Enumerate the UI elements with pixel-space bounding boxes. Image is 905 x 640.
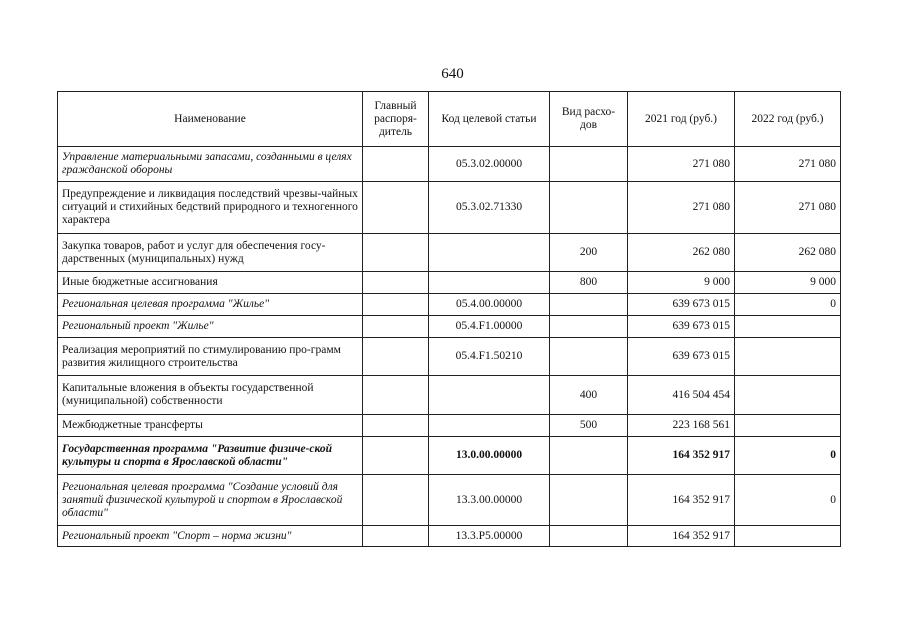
- cell-type: [550, 294, 628, 316]
- header-2021: 2021 год (руб.): [628, 92, 735, 147]
- budget-table: [57, 91, 841, 547]
- cell-2022: [735, 316, 841, 338]
- cell-name: Региональный проект "Жилье": [58, 316, 363, 338]
- cell-type: [550, 316, 628, 338]
- table-row: [58, 415, 841, 437]
- cell-type: [550, 437, 628, 475]
- cell-2021: 9 000: [628, 272, 735, 294]
- cell-code: 13.3.00.00000: [429, 475, 550, 526]
- cell-2021: 164 352 917: [628, 437, 735, 475]
- cell-admin: [363, 376, 429, 415]
- cell-name: Иные бюджетные ассигнования: [58, 272, 363, 294]
- cell-code: 05.4.F1.00000: [429, 316, 550, 338]
- cell-type: 200: [550, 234, 628, 272]
- cell-code: 13.3.P5.00000: [429, 526, 550, 547]
- cell-code: [429, 376, 550, 415]
- cell-2022: 0: [735, 294, 841, 316]
- cell-name: Реализация мероприятий по стимулированию про-грамм развития жилищного строительства: [58, 338, 363, 376]
- table-row: [58, 338, 841, 376]
- cell-2022: 271 080: [735, 147, 841, 182]
- table-row: [58, 376, 841, 415]
- cell-2021: 639 673 015: [628, 316, 735, 338]
- cell-name: Управление материальными запасами, созданными в целях гражданской обороны: [58, 147, 363, 182]
- cell-2021: 416 504 454: [628, 376, 735, 415]
- page-number: 640: [441, 66, 464, 82]
- cell-admin: [363, 147, 429, 182]
- cell-2021: 639 673 015: [628, 294, 735, 316]
- cell-2021: 164 352 917: [628, 475, 735, 526]
- cell-admin: [363, 294, 429, 316]
- cell-code: [429, 415, 550, 437]
- header-code: Код целевой статьи: [429, 92, 550, 147]
- cell-2022: 271 080: [735, 182, 841, 234]
- table-header-row: [58, 92, 841, 147]
- table-row: [58, 234, 841, 272]
- cell-admin: [363, 437, 429, 475]
- cell-type: 400: [550, 376, 628, 415]
- cell-2022: 0: [735, 475, 841, 526]
- cell-type: 800: [550, 272, 628, 294]
- cell-admin: [363, 272, 429, 294]
- cell-2022: 262 080: [735, 234, 841, 272]
- table-row: [58, 294, 841, 316]
- header-2022: 2022 год (руб.): [735, 92, 841, 147]
- cell-code: 05.3.02.71330: [429, 182, 550, 234]
- cell-2021: 639 673 015: [628, 338, 735, 376]
- cell-2022: [735, 338, 841, 376]
- cell-code: 05.3.02.00000: [429, 147, 550, 182]
- cell-2021: 271 080: [628, 182, 735, 234]
- cell-name: Государственная программа "Развитие физиче-ской культуры и спорта в Ярославской области": [58, 437, 363, 475]
- cell-admin: [363, 182, 429, 234]
- cell-code: [429, 234, 550, 272]
- cell-type: [550, 475, 628, 526]
- cell-code: 05.4.00.00000: [429, 294, 550, 316]
- cell-2021: 271 080: [628, 147, 735, 182]
- cell-code: 05.4.F1.50210: [429, 338, 550, 376]
- cell-2021: 164 352 917: [628, 526, 735, 547]
- cell-admin: [363, 475, 429, 526]
- header-admin: Главный распоря-дитель: [363, 92, 429, 147]
- cell-name: Региональный проект "Спорт – норма жизни": [58, 526, 363, 547]
- cell-2021: 262 080: [628, 234, 735, 272]
- table-row: [58, 475, 841, 526]
- cell-admin: [363, 338, 429, 376]
- cell-type: 500: [550, 415, 628, 437]
- table-row: [58, 147, 841, 182]
- cell-admin: [363, 234, 429, 272]
- cell-name: Капитальные вложения в объекты государственной (муниципальной) собственности: [58, 376, 363, 415]
- cell-admin: [363, 526, 429, 547]
- cell-name: Закупка товаров, работ и услуг для обеспечения госу-дарственных (муниципальных) нужд: [58, 234, 363, 272]
- cell-2022: 0: [735, 437, 841, 475]
- cell-name: Межбюджетные трансферты: [58, 415, 363, 437]
- table-row: [58, 437, 841, 475]
- table-row: [58, 316, 841, 338]
- cell-admin: [363, 415, 429, 437]
- cell-type: [550, 338, 628, 376]
- cell-name: Предупреждение и ликвидация последствий чрезвы-чайных ситуаций и стихийных бедствий природного и техногенного характера: [58, 182, 363, 234]
- cell-2022: [735, 415, 841, 437]
- table-row: [58, 526, 841, 547]
- cell-type: [550, 182, 628, 234]
- table-row: [58, 272, 841, 294]
- table-row: [58, 182, 841, 234]
- cell-code: 13.0.00.00000: [429, 437, 550, 475]
- header-name: Наименование: [58, 92, 363, 147]
- cell-code: [429, 272, 550, 294]
- cell-2022: [735, 526, 841, 547]
- cell-type: [550, 147, 628, 182]
- cell-2022: 9 000: [735, 272, 841, 294]
- cell-name: Региональная целевая программа "Жилье": [58, 294, 363, 316]
- cell-name: Региональная целевая программа "Создание условий для занятий физической культурой и спортом в Ярославской области": [58, 475, 363, 526]
- header-type: Вид расхо-дов: [550, 92, 628, 147]
- cell-2021: 223 168 561: [628, 415, 735, 437]
- cell-admin: [363, 316, 429, 338]
- cell-type: [550, 526, 628, 547]
- cell-2022: [735, 376, 841, 415]
